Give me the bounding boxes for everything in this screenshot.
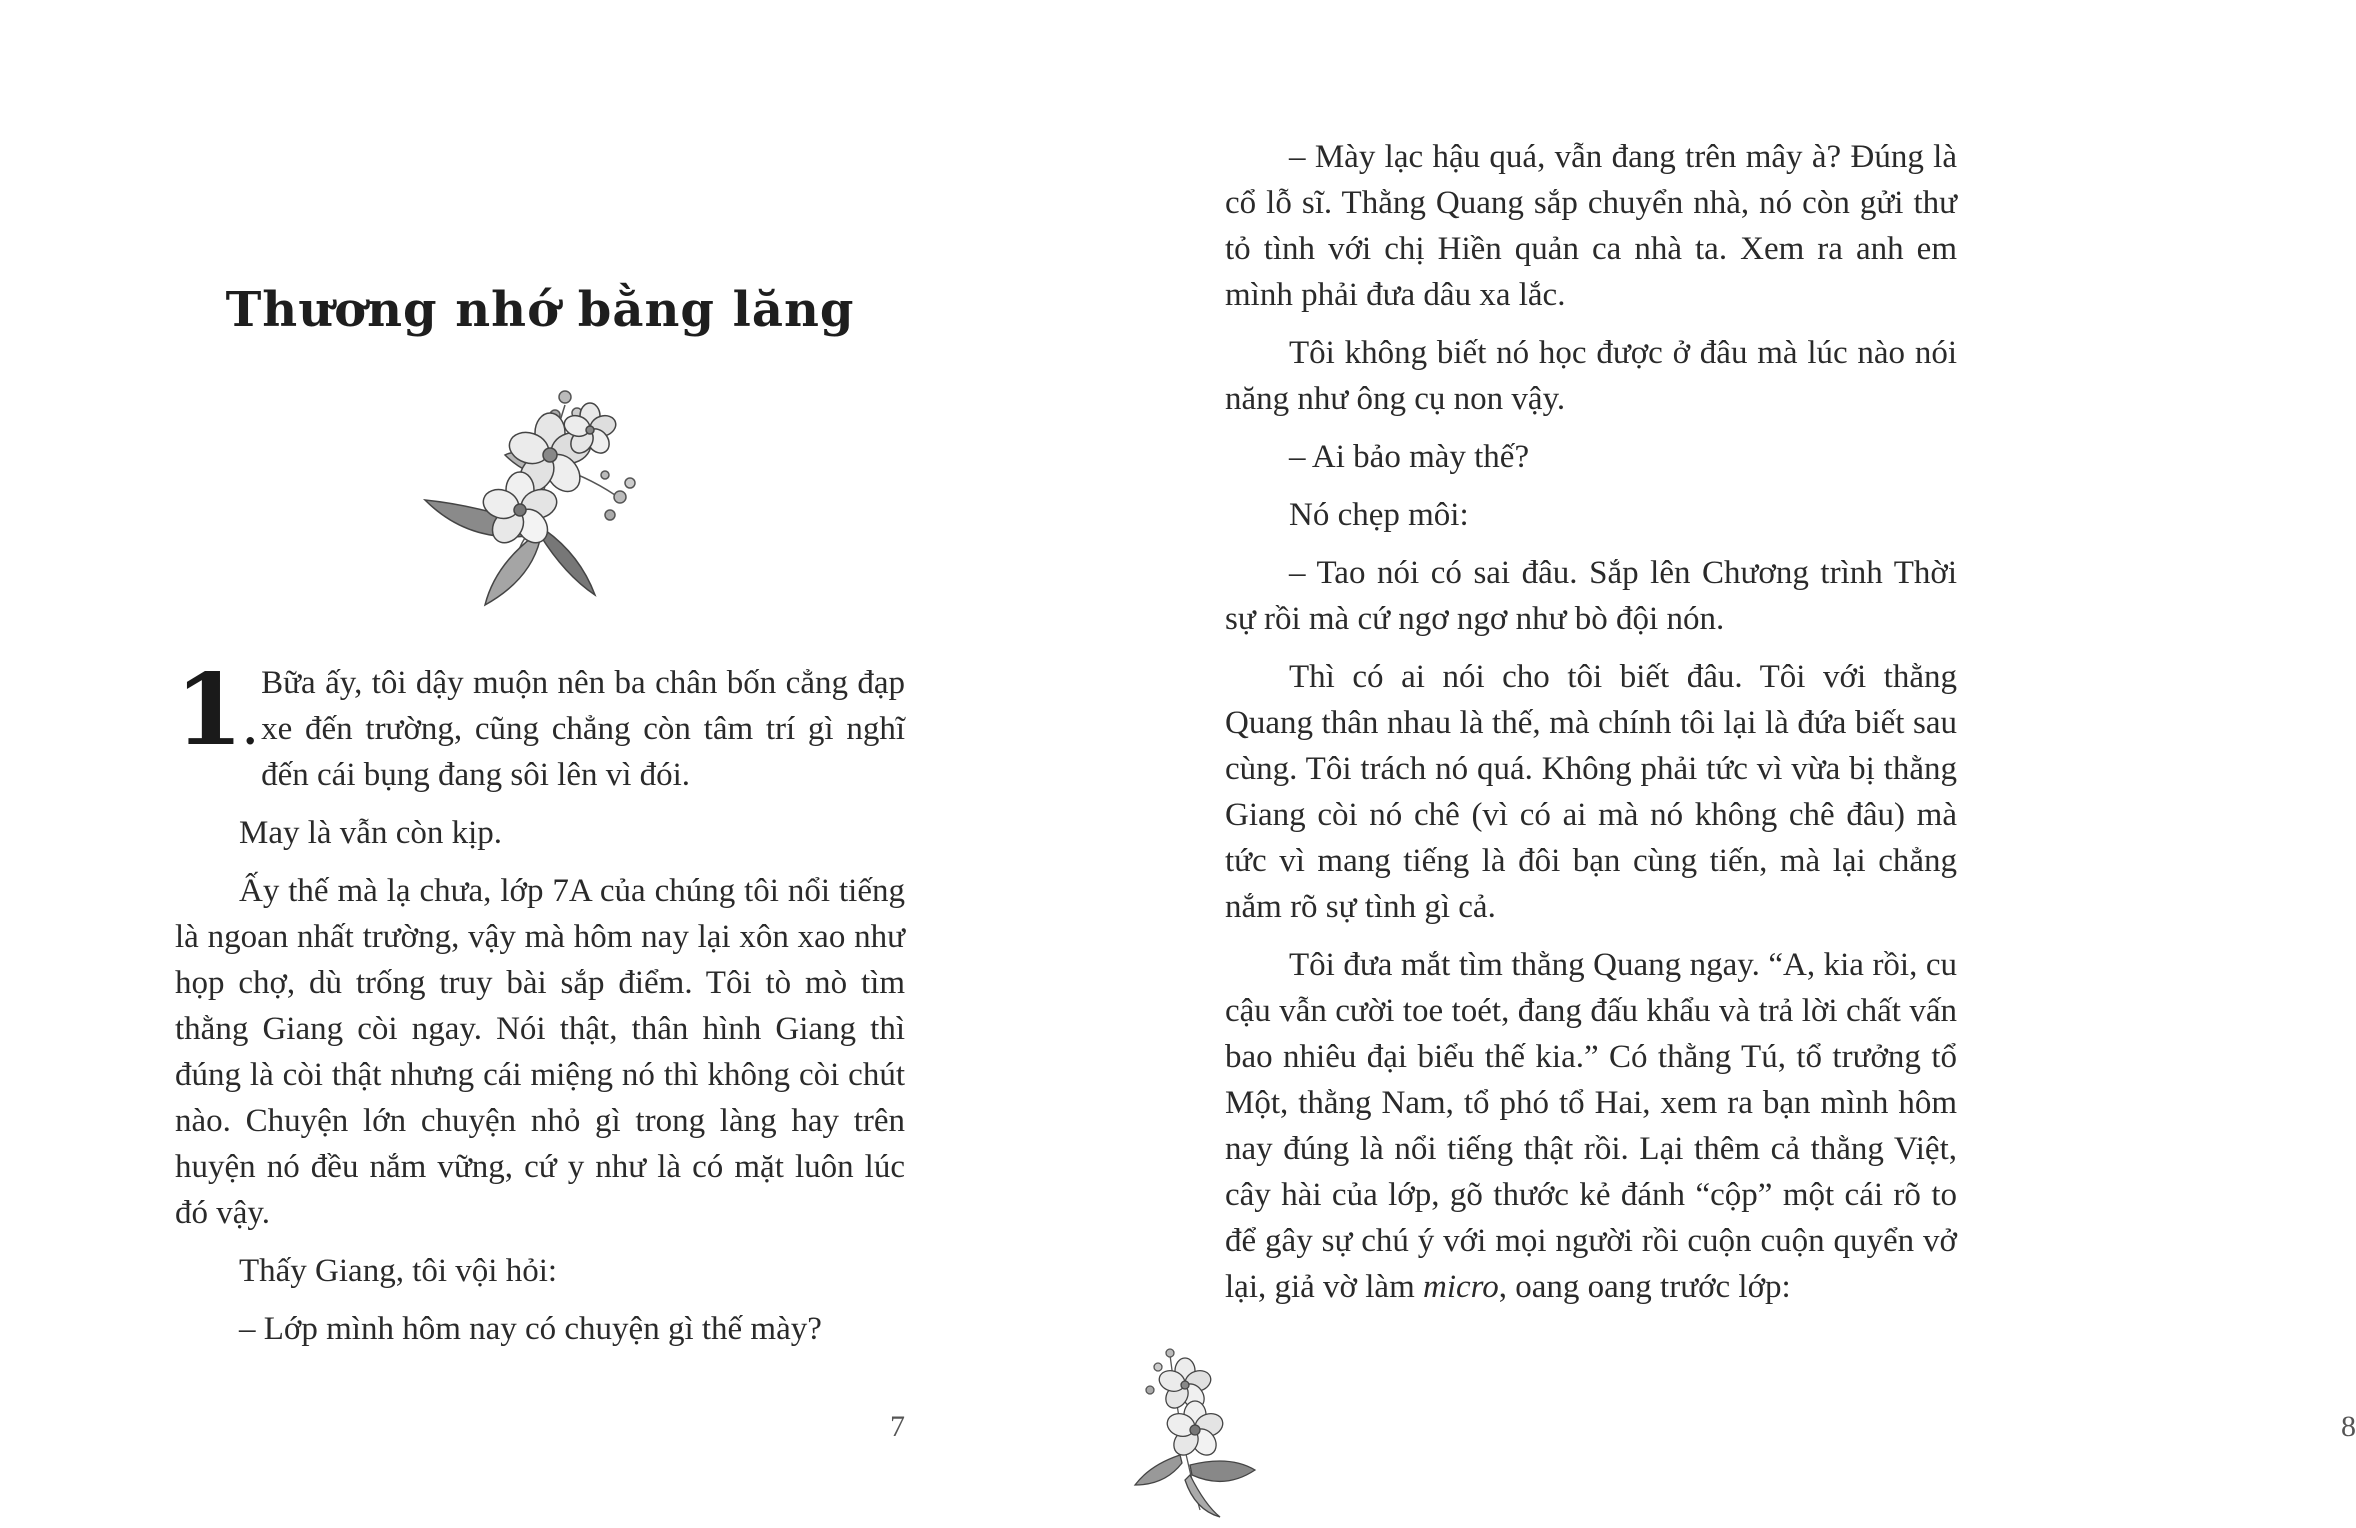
paragraph: Ấy thế mà lạ chưa, lớp 7A của chúng tôi nổi tiếng là ngoan nhất trường, vậy mà hôm nay lại xôn xao như họp chợ, dù trống truy bài sắp điểm. Tôi tò mò tìm thằng Giang còi ngay. Nói thật, thân hình Giang thì đúng là còi thật nhưng cái miệng nó thì không còi chút nào. Chuyện lớn chuyện nhỏ gì trong làng hay trên huyện nó đều nắm vững, cứ y như là có mặt luôn lúc đó vậy. — [175, 873, 905, 1231]
lagerstroemia-flower-ornament — [1110, 1345, 1260, 1520]
paragraph: – Mày lạc hậu quá, vẫn đang trên mây à? Đúng là cổ lỗ sĩ. Thằng Quang sắp chuyển nhà, nó còn gửi thư tỏ tình với chị Hiền quản ca nhà ta. Xem ra anh em mình phải đưa dâu xa lắc. — [1225, 139, 1957, 313]
paragraph: May là vẫn còn kịp. — [239, 815, 503, 851]
drop-cap: 1. — [175, 653, 258, 768]
paragraph: Thấy Giang, tôi vội hỏi: — [239, 1253, 558, 1289]
left-body-text — [175, 653, 905, 1364]
paragraph: – Lớp mình hôm nay có chuyện gì thế mày? — [239, 1311, 822, 1347]
paragraph: Thì có ai nói cho tôi biết đâu. Tôi với thằng Quang thân nhau là thế, mà chính tôi lại là đứa biết sau cùng. Tôi trách nó quá. Không phải tức vì vừa bị thằng Giang còi nó chê (vì có ai mà nó không chê đâu) mà tức vì mang tiếng là đôi bạn cùng tiến, mà lại chẳng nắm rõ sự tình gì cả. — [1225, 659, 1957, 925]
paragraph: – Tao nói có sai đâu. Sắp lên Chương trình Thời sự rồi mà cứ ngơ ngơ như bò đội nón. — [1225, 555, 1957, 637]
chapter-title: Thương nhớ bằng lăng — [225, 282, 855, 338]
page-number: 7 — [890, 1410, 905, 1443]
left-page — [0, 0, 1069, 1528]
opening-paragraph: 1. Bữa ấy, tôi dậy muộn nên ba chân bốn cẳng đạp xe đến trường, cũng chẳng còn tâm trí gì nghĩ đến cái bụng đang sôi lên vì đói. — [175, 653, 905, 793]
lagerstroemia-flower-illustration — [415, 375, 685, 615]
paragraph: – Ai bảo mày thế? — [1289, 439, 1530, 475]
right-body-text — [1225, 134, 1957, 1322]
page-number: 8 — [2341, 1410, 2356, 1443]
right-page — [1069, 0, 2356, 1528]
paragraph: Nó chẹp môi: — [1289, 497, 1469, 533]
paragraph: Tôi không biết nó học được ở đâu mà lúc nào nói năng như ông cụ non vậy. — [1225, 335, 1957, 417]
paragraph: Tôi đưa mắt tìm thằng Quang ngay. “A, kia rồi, cu cậu vẫn cười toe toét, đang đấu khẩu và trả lời chất vấn bao nhiêu đại biểu thế kia.” Có thằng Tú, tổ trưởng tổ Một, thằng Nam, tổ phó tổ Hai, xem ra bạn mình hôm nay đúng là nổi tiếng thật rồi. Lại thêm cả thằng Việt, cây hài của lớp, gõ thước kẻ đánh “cộp” một cái rõ to để gây sự chú ý với mọi người rồi cuộn cuộn quyển vở lại, giả vờ làm micro, oang oang trước lớp: — [1225, 947, 1957, 1305]
